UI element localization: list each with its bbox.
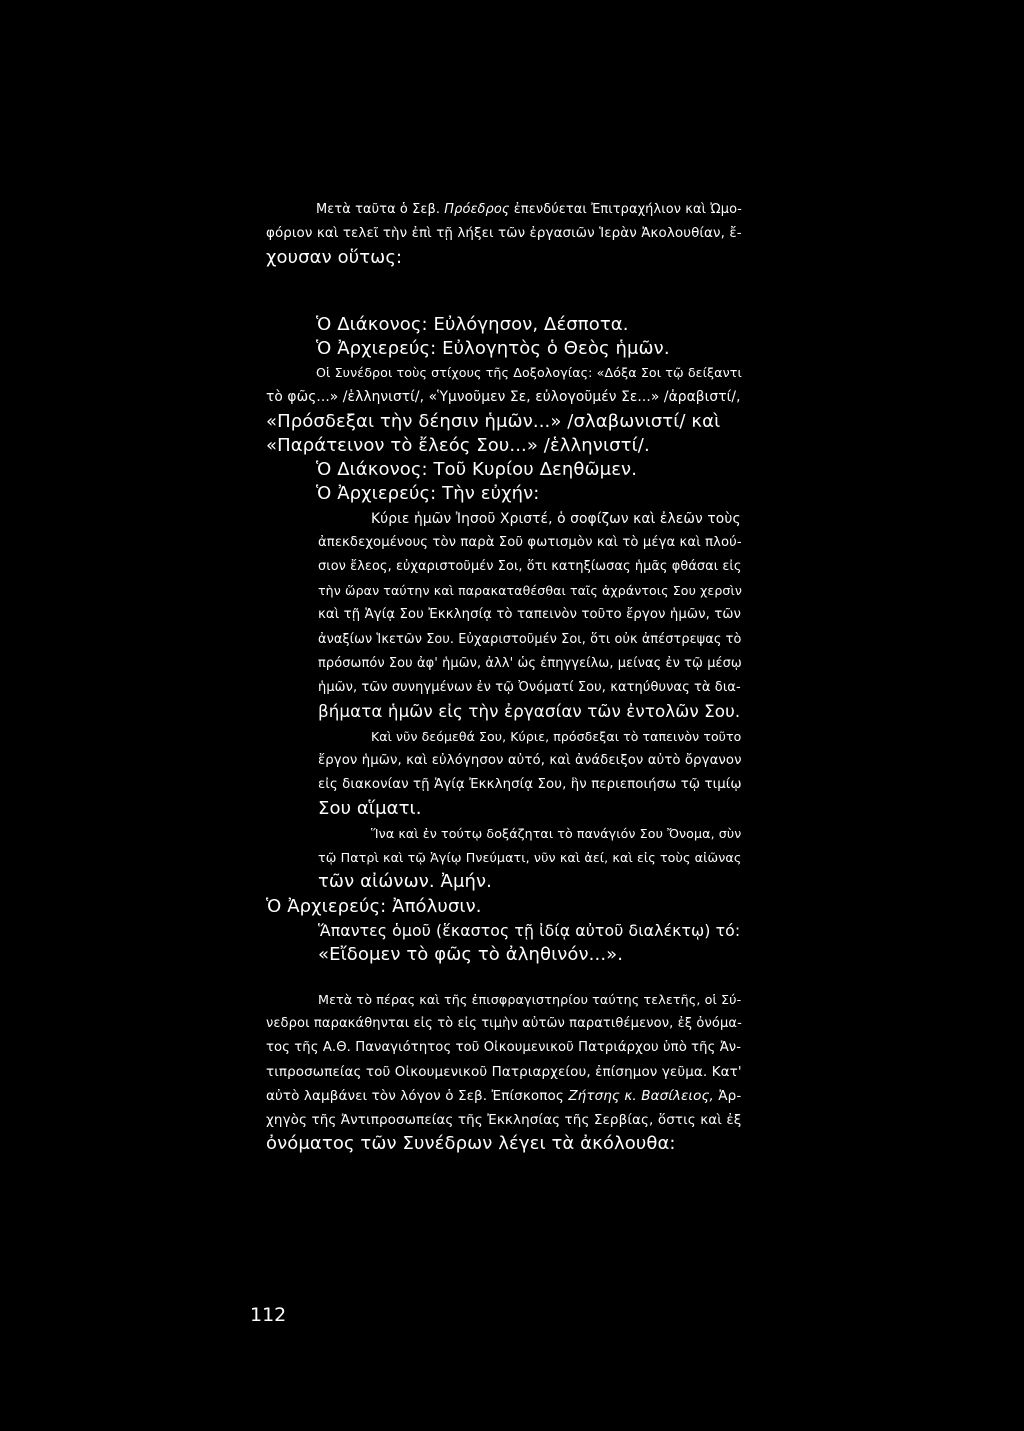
liturgy-line: Ὁ Ἀρχιερεύς: Τὴν εὐχήν: bbox=[316, 483, 540, 504]
closing-line: ὀνόματος τῶν Συνέδρων λέγει τὰ ἀκόλουθα: bbox=[266, 1133, 676, 1154]
prayer-line: καὶ τῇ Ἁγίᾳ Σου Ἐκκλησίᾳ τὸ ταπεινὸν τοῦτο ἔργον ἡμῶν, τῶν bbox=[318, 607, 742, 622]
prayer-line: Καὶ νῦν δεόμεθά Σου, Κύριε, πρόσδεξαι τὸ ταπεινὸν τοῦτο bbox=[371, 729, 742, 744]
prayer-line: τῶν αἰώνων. Ἀμήν. bbox=[318, 871, 492, 892]
prayer-line: Σου αἵματι. bbox=[318, 798, 422, 819]
dismissal-line: «Εἴδομεν τὸ φῶς τὸ ἀληθινόν...». bbox=[318, 944, 624, 965]
liturgy-line: Ὁ Ἀρχιερεύς: Εὐλογητὸς ὁ Θεὸς ἡμῶν. bbox=[316, 338, 670, 359]
prayer-line: ἀπεκδεχομένους τὸν παρὰ Σοῦ φωτισμὸν καὶ τὸ μέγα καὶ πλού- bbox=[318, 535, 742, 550]
closing-line-5: αὐτὸ λαμβάνει τὸν λόγον ὁ Σεβ. Ἐπίσκοπος Ζήτσης κ. Βασίλειος, Ἀρ- bbox=[266, 1088, 742, 1104]
prayer-line: τὴν ὥραν ταύτην καὶ παρακαταθέσθαι ταῖς ἀχράντοις Σου χερσὶν bbox=[318, 583, 742, 598]
prayer-line: βήματα ἡμῶν εἰς τὴν ἐργασίαν τῶν ἐντολῶν Σου. bbox=[318, 702, 741, 721]
prayer-line: ἔργον ἡμῶν, καὶ εὐλόγησον αὐτό, καὶ ἀνάδειξον αὐτὸ ὄργανον bbox=[318, 753, 742, 768]
prayer-line: Κύριε ἡμῶν Ἰησοῦ Χριστέ, ὁ σοφίζων καὶ ἐλεῶν τοὺς bbox=[371, 511, 741, 527]
intro-italic-title: Πρόεδρος bbox=[444, 202, 510, 217]
closing-line: νεδροι παρακάθηνται εἰς τὸ εἰς τιμὴν αὐτῶν παρατιθέμενον, ἐξ ὀνόμα- bbox=[266, 1016, 742, 1031]
prayer-line: εἰς διακονίαν τῇ Ἁγίᾳ Ἐκκλησίᾳ Σου, ἣν περιεποιήσω τῷ τιμίῳ bbox=[318, 777, 742, 792]
prayer-line: σιον ἔλεος, εὐχαριστοῦμέν Σοι, ὅτι κατηξίωσας ἡμᾶς φθάσαι εἰς bbox=[318, 559, 742, 574]
liturgy-line: «Παράτεινον τὸ ἔλεός Σου...» /ἑλληνιστί/. bbox=[266, 435, 650, 456]
liturgy-line: τὸ φῶς...» /ἑλληνιστί/, «Ὑμνοῦμεν Σε, εὐλογοῦμέν Σε...» /ἀραβιστί/, bbox=[266, 389, 741, 405]
prayer-line: ἡμῶν, τῶν συνηγμένων ἐν τῷ Ὀνόματί Σου, κατηύθυνας τὰ δια- bbox=[318, 680, 741, 695]
intro-line-1: Μετὰ ταῦτα ὁ Σεβ. Πρόεδρος ἐπενδύεται Ἐπιτραχήλιον καὶ Ὠμο- bbox=[316, 202, 742, 217]
prayer-line: ἀναξίων Ἱκετῶν Σου. Εὐχαριστοῦμέν Σοι, ὅτι οὐκ ἀπέστρεψας τὸ bbox=[318, 632, 742, 647]
closing-line: τιπροσωπείας τοῦ Οἰκουμενικοῦ Πατριαρχείου, ἐπίσημον γεῦμα. Κατ' bbox=[266, 1064, 742, 1080]
intro-line-3: χουσαν οὕτως: bbox=[266, 247, 403, 268]
intro-line-2: φόριον καὶ τελεῖ τὴν ἐπὶ τῇ λήξει τῶν ἐργασιῶν Ἱερὰν Ἀκολουθίαν, ἔ- bbox=[266, 226, 742, 241]
liturgy-line: Ὁ Διάκονος: Εὐλόγησον, Δέσποτα. bbox=[316, 314, 629, 335]
liturgy-line: Οἱ Συνέδροι τοὺς στίχους τῆς Δοξολογίας: «Δόξα Σοι τῷ δείξαντι bbox=[316, 365, 742, 380]
liturgy-line: «Πρόσδεξαι τὴν δέησιν ἡμῶν...» /σλαβωνιστί/ καὶ bbox=[266, 411, 721, 432]
closing-line: χηγὸς τῆς Ἀντιπροσωπείας τῆς Ἐκκλησίας τῆς Σερβίας, ὅστις καὶ ἐξ bbox=[266, 1112, 742, 1128]
page-number: 112 bbox=[250, 1304, 287, 1326]
dismissal-line: Ἅπαντες ὁμοῦ (ἕκαστος τῇ ἰδίᾳ αὐτοῦ διαλέκτῳ) τό: bbox=[318, 921, 741, 940]
closing-line: τος τῆς Α.Θ. Παναγιότητος τοῦ Οἰκουμενικοῦ Πατριάρχου ὑπὸ τῆς Ἀν- bbox=[266, 1040, 742, 1055]
prayer-line: πρόσωπόν Σου ἀφ' ἡμῶν, ἀλλ' ὡς ἐπηγγείλω, μείνας ἐν τῷ μέσῳ bbox=[318, 656, 742, 671]
liturgy-line: Ὁ Διάκονος: Τοῦ Κυρίου Δεηθῶμεν. bbox=[316, 459, 638, 480]
prayer-line: τῷ Πατρὶ καὶ τῷ Ἁγίῳ Πνεύματι, νῦν καὶ ἀεί, καὶ εἰς τοὺς αἰῶνας bbox=[318, 850, 742, 865]
closing-line: Μετὰ τὸ πέρας καὶ τῆς ἐπισφραγιστηρίου ταύτης τελετῆς, οἱ Σύ- bbox=[318, 992, 742, 1007]
prayer-line: Ἵνα καὶ ἐν τούτῳ δοξάζηται τὸ πανάγιόν Σου Ὄνομα, σὺν bbox=[371, 826, 742, 841]
closing-italic-name: Ζήτσης κ. Βασίλειος, bbox=[568, 1088, 714, 1104]
dismissal-line: Ὁ Ἀρχιερεύς: Ἀπόλυσιν. bbox=[266, 896, 482, 917]
